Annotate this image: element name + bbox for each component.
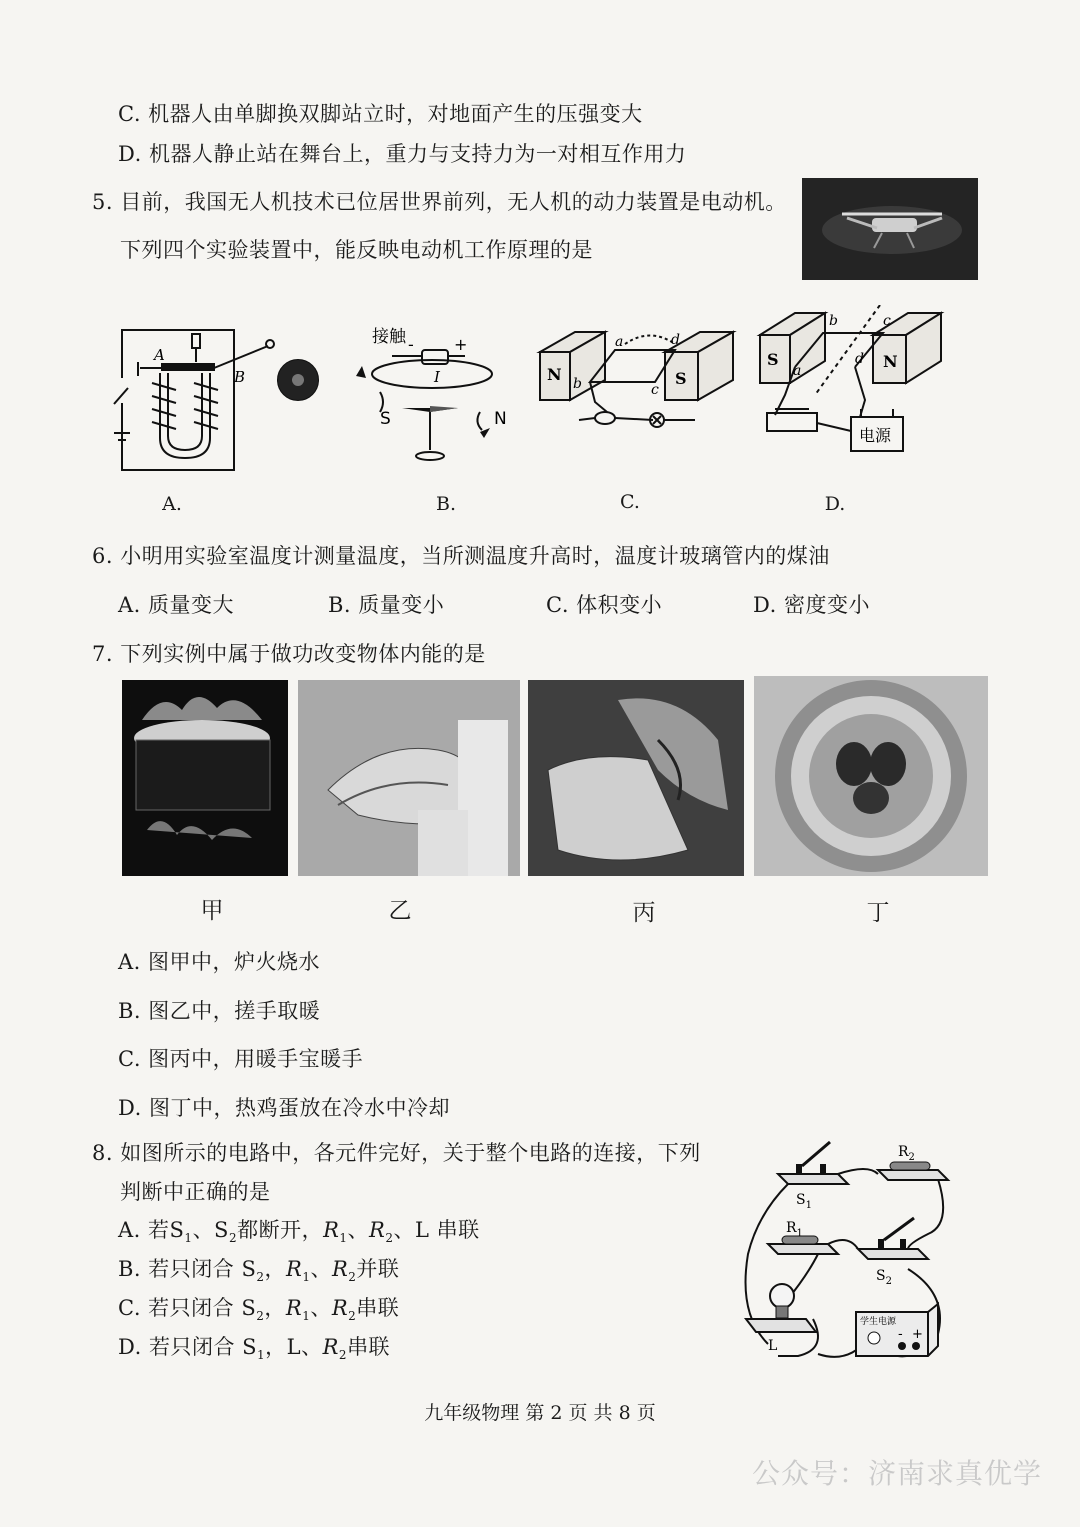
student-power-supply (856, 1304, 938, 1356)
fig-d-s: S (767, 350, 779, 369)
q5-figure-d (755, 305, 955, 465)
q4-option-c: C. 机器人由单脚换双脚站立时，对地面产生的压强变大 (118, 102, 643, 126)
q6-option-d: D. 密度变小 (753, 593, 870, 617)
fig-d-d: d (855, 351, 864, 367)
fig-c-s: S (675, 369, 687, 388)
fig-d-b: b (829, 313, 838, 329)
q6-option-b: B. 质量变小 (328, 593, 445, 617)
q6-option-c: C. 体积变小 (546, 593, 663, 617)
q8-option-c: C. 若只闭合 $S_2$，$R_1$、$R_2$串联 (118, 1296, 400, 1324)
q5-caption-b: B. (435, 493, 456, 515)
q8-circuit-figure (738, 1134, 953, 1370)
fig-d-power-label: 电源 (859, 426, 892, 445)
photo-rubbing-hands (298, 680, 520, 876)
fig-a-label-a: A (154, 346, 165, 364)
fig-c-b: b (573, 376, 582, 392)
fig-d-c: c (883, 313, 891, 329)
q4-option-d: D. 机器人静止站在舞台上，重力与支持力为一对相互作用力 (118, 142, 687, 166)
q7-caption-ding: 丁 (866, 900, 890, 926)
fig-a-label-b: B (234, 368, 246, 386)
fig-b-s: S (380, 409, 391, 429)
q5-figure-b (350, 322, 520, 472)
photo-boiling-water (122, 680, 288, 876)
fig-b-minus: - (408, 335, 414, 354)
q5-figure-c (535, 322, 745, 442)
fig-b-plus: + (454, 335, 468, 354)
fig-c-d: d (671, 332, 680, 348)
watermark: 公众号：济南求真优学 (751, 1457, 1042, 1490)
resistor-r2 (878, 1162, 948, 1180)
q7-option-c: C. 图丙中，用暖手宝暖手 (118, 1047, 364, 1071)
fig-c-n: N (547, 365, 562, 384)
fig-b-current: I (434, 368, 440, 386)
q7-option-b: B. 图乙中，搓手取暖 (118, 999, 321, 1023)
q7-caption-bing: 丙 (632, 900, 656, 926)
q8-stem-line1: 8. 如图所示的电路中，各元件完好，关于整个电路的连接，下列 (92, 1141, 701, 1165)
q5-caption-d: D. (824, 493, 846, 515)
q5-figure-a (100, 318, 330, 478)
q7-caption-yi: 乙 (388, 898, 412, 924)
switch-s2 (858, 1218, 928, 1259)
q5-caption-c: C. (620, 491, 640, 513)
circuit-minus: - (898, 1327, 903, 1342)
q8-option-d: D. 若只闭合 $S_1$，L、$R_2$串联 (118, 1335, 391, 1363)
circuit-label-r2: $R_2$ (898, 1144, 915, 1163)
fig-b-n: N (494, 409, 507, 429)
fig-b-touch-label: 接触 (372, 327, 406, 347)
fig-d-a: a (793, 363, 802, 379)
q6-stem: 6. 小明用实验室温度计测量温度，当所测温度升高时，温度计玻璃管内的煤油 (92, 544, 830, 568)
q6-option-a: A. 质量变大 (118, 593, 235, 617)
switch-s1 (778, 1142, 848, 1184)
q5-stem-line1: 5. 目前，我国无人机技术已位居世界前列，无人机的动力装置是电动机。 (92, 190, 787, 214)
resistor-r1 (768, 1236, 838, 1254)
q5-stem-line2: 下列四个实验装置中，能反映电动机工作原理的是 (120, 238, 593, 262)
fig-d-n: N (883, 352, 898, 371)
q7-option-a: A. 图甲中，炉火烧水 (118, 950, 321, 974)
circuit-label-r1: $R_1$ (786, 1220, 803, 1239)
q8-option-b: B. 若只闭合 $S_2$，$R_1$、$R_2$并联 (118, 1257, 400, 1285)
q7-caption-jia: 甲 (200, 898, 224, 924)
circuit-plus: + (912, 1327, 923, 1342)
q5-caption-a: A. (162, 493, 182, 515)
circuit-power-label: 学生电源 (860, 1317, 897, 1327)
circuit-label-s1: $S_1$ (796, 1192, 812, 1211)
q7-stem: 7. 下列实例中属于做功改变物体内能的是 (92, 642, 486, 666)
photo-hand-warmer (528, 680, 744, 876)
circuit-label-s2: $S_2$ (876, 1268, 892, 1287)
circuit-label-l: L (768, 1338, 778, 1354)
page-footer: 九年级物理 第 2 页 共 8 页 (424, 1402, 656, 1424)
drone-photo (802, 178, 978, 280)
lamp-l (746, 1284, 816, 1332)
fig-c-c: c (651, 382, 659, 398)
q7-option-d: D. 图丁中，热鸡蛋放在冷水中冷却 (118, 1096, 450, 1120)
q8-option-a: A. 若$S_1$、$S_2$都断开，$R_1$、$R_2$、L 串联 (118, 1218, 480, 1246)
q8-stem-line2: 判断中正确的是 (120, 1180, 271, 1204)
fig-c-a: a (615, 334, 624, 350)
photo-egg-cold-water (754, 676, 988, 876)
